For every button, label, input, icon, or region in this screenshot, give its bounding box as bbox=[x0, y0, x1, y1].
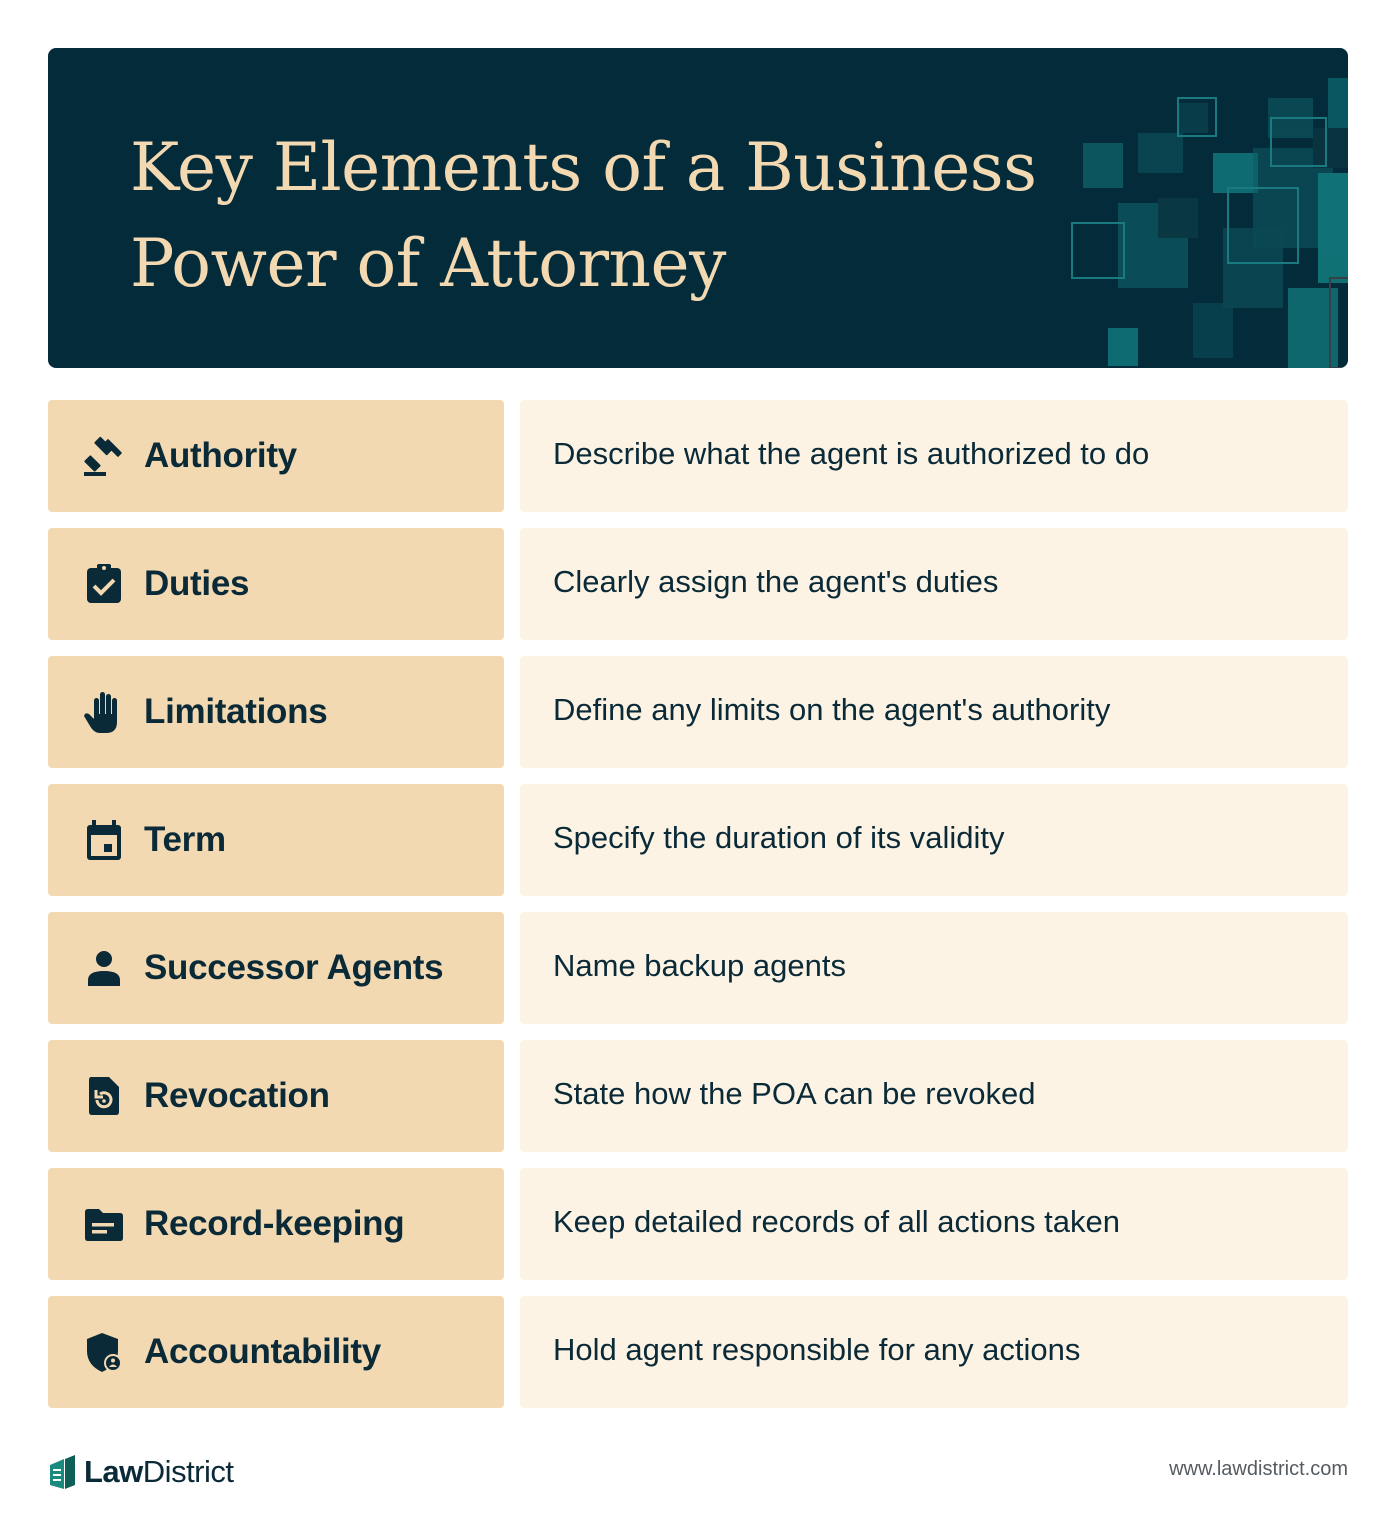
table-row bbox=[48, 1296, 1348, 1408]
title-line-2: Power of Attorney bbox=[130, 225, 726, 302]
description-cell bbox=[520, 400, 1348, 512]
title-line-1: Key Elements of a Business bbox=[130, 129, 1037, 206]
row-label: Record-keeping bbox=[144, 1204, 405, 1243]
label-cell bbox=[48, 656, 504, 768]
row-description: Hold agent responsible for any actions bbox=[553, 1332, 1081, 1367]
label-cell bbox=[48, 1168, 504, 1280]
row-label: Limitations bbox=[144, 692, 328, 731]
table-row bbox=[48, 1168, 1348, 1280]
row-label: Duties bbox=[144, 564, 250, 603]
brand-name-regular: District bbox=[142, 1454, 234, 1489]
row-description: Specify the duration of its validity bbox=[553, 820, 1005, 855]
calendar-icon bbox=[82, 818, 126, 862]
label-cell bbox=[48, 1296, 504, 1408]
table-row bbox=[48, 1040, 1348, 1152]
row-description: Clearly assign the agent's duties bbox=[553, 564, 999, 599]
table-row bbox=[48, 784, 1348, 896]
description-cell bbox=[520, 528, 1348, 640]
brand-name bbox=[84, 1454, 234, 1490]
shield-person-icon bbox=[82, 1330, 126, 1374]
row-description: Keep detailed records of all actions taken bbox=[553, 1204, 1120, 1239]
row-label: Term bbox=[144, 820, 226, 859]
description-cell bbox=[520, 1168, 1348, 1280]
gavel-icon bbox=[82, 434, 126, 478]
row-label: Successor Agents bbox=[144, 948, 444, 987]
row-description: Define any limits on the agent's authority bbox=[553, 692, 1111, 727]
row-label: Authority bbox=[144, 436, 297, 475]
label-cell bbox=[48, 784, 504, 896]
person-icon bbox=[82, 946, 126, 990]
folder-icon bbox=[82, 1202, 126, 1246]
row-description: Describe what the agent is authorized to do bbox=[553, 436, 1150, 471]
row-description: Name backup agents bbox=[553, 948, 846, 983]
elements-table bbox=[48, 400, 1348, 1424]
decorative-squares-graphic bbox=[1008, 48, 1348, 368]
table-row bbox=[48, 400, 1348, 512]
label-cell bbox=[48, 400, 504, 512]
table-row bbox=[48, 912, 1348, 1024]
header-banner bbox=[48, 48, 1348, 368]
label-cell bbox=[48, 1040, 504, 1152]
label-cell bbox=[48, 912, 504, 1024]
row-label: Accountability bbox=[144, 1332, 381, 1371]
website-url[interactable]: www.lawdistrict.com bbox=[1169, 1458, 1348, 1480]
description-cell bbox=[520, 784, 1348, 896]
page-title bbox=[130, 120, 1037, 312]
label-cell bbox=[48, 528, 504, 640]
brand-name-bold: Law bbox=[84, 1454, 143, 1489]
row-label: Revocation bbox=[144, 1076, 330, 1115]
description-cell bbox=[520, 1296, 1348, 1408]
document-revoke-icon bbox=[82, 1074, 126, 1118]
description-cell bbox=[520, 1040, 1348, 1152]
lawdistrict-logo-icon bbox=[48, 1455, 76, 1489]
table-row bbox=[48, 528, 1348, 640]
hand-stop-icon bbox=[82, 690, 126, 734]
description-cell bbox=[520, 656, 1348, 768]
description-cell bbox=[520, 912, 1348, 1024]
row-description: State how the POA can be revoked bbox=[553, 1076, 1036, 1111]
table-row bbox=[48, 656, 1348, 768]
clipboard-check-icon bbox=[82, 562, 126, 606]
lawdistrict-logo[interactable] bbox=[48, 1452, 234, 1492]
